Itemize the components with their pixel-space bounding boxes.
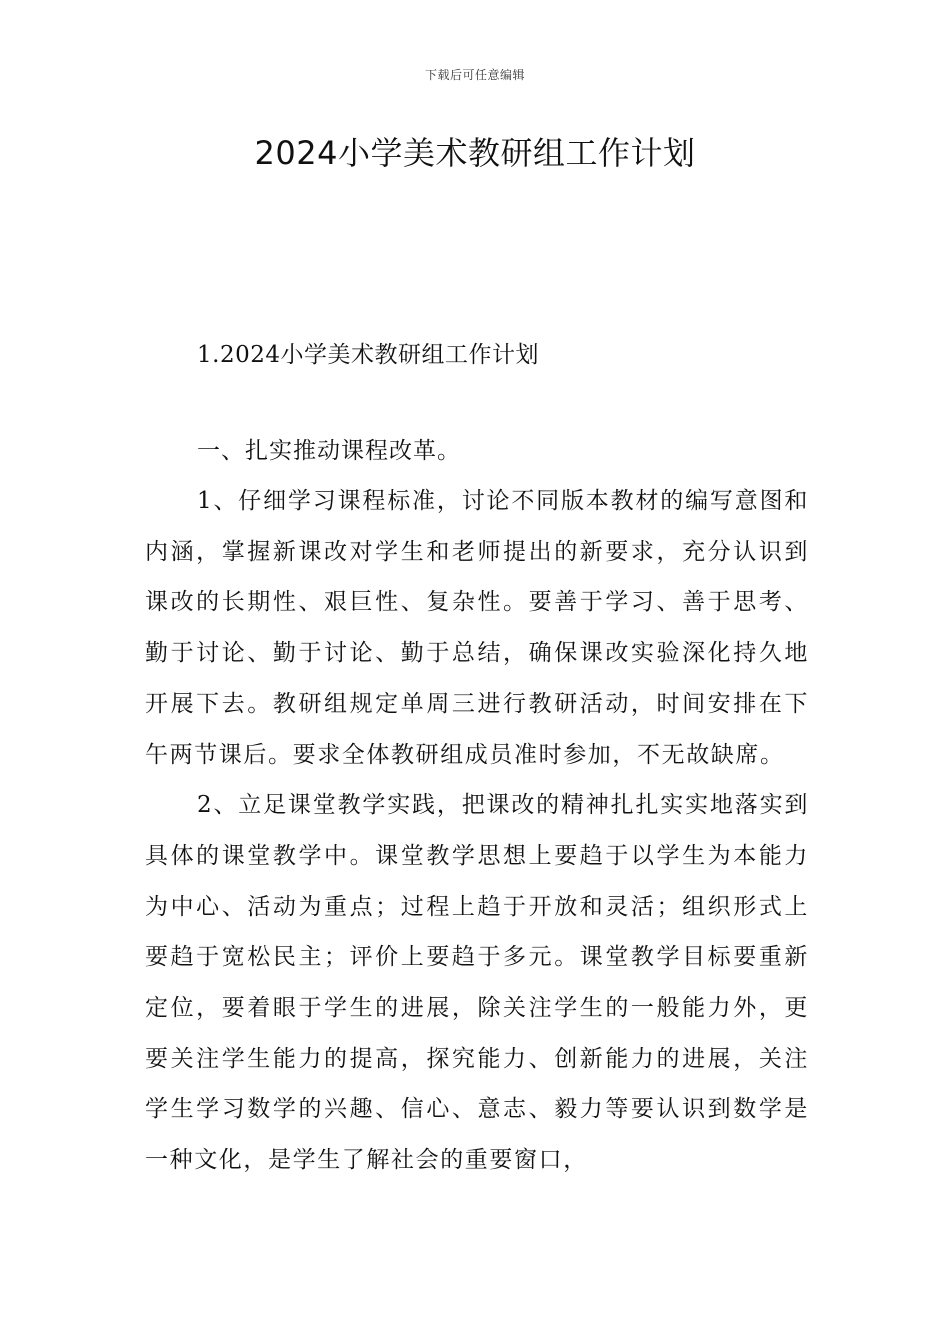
subtitle: 1.2024小学美术教研组工作计划 — [197, 342, 539, 368]
watermark-text: 下载后可任意编辑 — [424, 68, 525, 82]
paragraph-2: 2、立足课堂教学实践，把课改的精神扎扎实实地落实到具体的课堂教学中。课堂教学思想上要趋于以学生为本能力为中心、活动为重点；过程上趋于开放和灵活；组织形式上要趋于宽松民主；评价上要趋于多元。课堂教学目标要重新定位，要着眼于学生的进展，除关注学生的一般能力外，更要关注学生能力的提高，探究能力、创新能力的进展，关注学生学习数学的兴趣、信心、意志、毅力等要认识到数学是一种文化，是学生了解社会的重要窗口， — [145, 792, 809, 1174]
section-heading: 一、扎实推动课程改革。 — [197, 438, 461, 464]
paragraph-1: 1、仔细学习课程标准，讨论不同版本教材的编写意图和内涵，掌握新课改对学生和老师提出的新要求，充分认识到课改的长期性、艰巨性、复杂性。要善于学习、善于思考、勤于讨论、勤于讨论、勤于总结，确保课改实验深化持久地开展下去。教研组规定单周三进行教研活动，时间安排在下午两节课后。要求全体教研组成员准时参加，不无故缺席。 — [145, 488, 809, 768]
page-title: 2024小学美术教研组工作计划 — [254, 134, 696, 172]
body-text — [145, 476, 809, 1186]
